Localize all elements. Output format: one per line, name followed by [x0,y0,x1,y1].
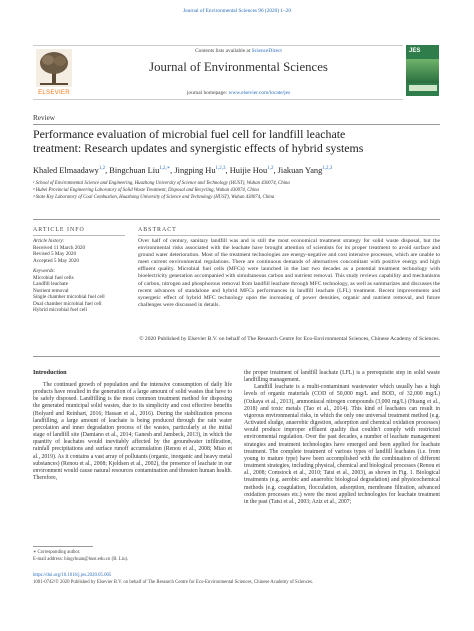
issn-line: 1001-0742/© 2020 Published by Elsevier B.V. on behalf of The Research Centre for Eco-Environmental Sciences, Chinese Academy of Sciences. [33,580,314,585]
author-affil-sup[interactable]: 1,2 [267,166,274,171]
sciencedirect-link[interactable]: ScienceDirect [251,48,282,54]
contents-prefix: Contents lists available at [195,48,252,54]
abstract-text: Over half of century, sanitary landfill was and is still the most economical treatment strategy for solid waste disposal, but the environmental risks associated with the leachate have brought attention of scientists for its proper treatment to avoid surface and ground water deterioration. Most of the treatment technologies are energy-negative and cost intensive processes, which are unable to meet current environmental regulations. There are continuous demands of alternatives concomitant with positive energy and high effluent quality. Microbial fuel cells (MFCs) were launched in the last two decades as a potential treatment technology with bioelectricity generation accompanied with simultaneous carbon and nutrient removal. This study reviews capability and mechanisms of carbon, nitrogen and phosphorous removal from landfill leachate through MFC technology, as well as summarizes and discusses the recent advances of standalone and hybrid MFCs performances in landfill leachate (LFL) treatment. Recent improvements and synergetic effect of hybrid MFC technology upon the increasing of power densities, organic and nutrient removal, and future challenges were discussed in details. [138,238,440,308]
keyword: Nutrient removal [33,287,69,294]
divider [138,235,440,236]
affiliation: ² Hubei Provincial Engineering Laboratory of Solid Waste Treatment, Disposal and Recycling, Wuhan 430074, China [33,188,259,193]
history-revised: Revised 5 May 2020 [33,251,77,257]
homepage-link[interactable]: www.elsevier.com/locate/jes [228,90,291,96]
body-paragraph: the proper treatment of landfill leachate (LFL) is a prerequisite step in solid waste landfilling management. [244,370,440,384]
doi-link[interactable]: https://doi.org/10.1016/j.jes.2020.05.005 [33,573,112,578]
corresponding-author-note: ∗ Corresponding author. [33,550,81,555]
keyword: Single chamber microbial fuel cell [33,294,105,300]
homepage-prefix: journal homepage: [186,90,229,96]
author-name[interactable]: Huijie Hou [229,165,268,175]
body-paragraph: The continued growth of population and the intensive consumption of daily life products have resulted in the generation of a large amount of solid wastes that have to be safely disposed. Landfilling is the most common treatment method for disposing the generated municipal solid wastes, due to its simplicity and cost effective benefits (Bolyard and Reinhart, 2016; Hassan et al., 2016). During the stabilization process landfilling, a large amount of leachate is being produced through the rain water percolation and inner degradation process of the wastes, particularly at the initial stage of landfill site (Damiano et al., 2014; Ganesh and Jambeck, 2013), in which the quantity of leachates would inevitably affected by the groundwater infiltration, rainfall precipitations and surface runoff accumulation (Renou et al., 2008; Miao et al., 2019). As it contains a vast array of pollutants (organic, inorganic and heavy metal substances) (Renou et al., 2008; Kjeldsen et al., 2002), the presence of leachate in our environment would cause natural resources contamination and threaten human health. Therefore, [33,382,232,482]
author-name[interactable]: Jingping Hu [174,165,216,175]
author-affil-sup[interactable]: 1,2,∗ [159,166,171,171]
affiliation: ¹ School of Environmental Science and Engineering, Huazhong University of Science and Technology (HUST), Wuhan 430074, China [33,181,290,186]
author-list: Khaled Elmaadawy$^{1,2}$, Bingchuan Liu$^{1,2,∗}$, Jingping Hu$^{1,2,3}$, Huijie Hou$^{1,2}$, Jiakuan Yang$^{1,2,3}$ [33,165,333,175]
history-label: Article history: [33,238,65,244]
keyword: Dual chamber microbial fuel cell [33,300,102,307]
history-received: Received 11 March 2020 [33,244,86,251]
article-type: Review [33,114,55,122]
elsevier-tree-icon [36,49,72,87]
journal-title: Journal of Environmental Sciences [149,60,328,74]
divider [33,235,125,236]
affiliation: ³ State Key Laboratory of Coal Combustion, Huazhong University of Science and Technology (HUST), Wuhan 430074, China [33,195,275,200]
publisher-wordmark: ELSEVIER [38,89,70,96]
cover-strip [409,85,437,91]
elsevier-logo[interactable] [34,45,74,100]
author-name[interactable]: Khaled Elmaadawy [33,165,99,175]
divider [33,219,440,220]
cover-image [406,59,439,83]
cover-label: JES [409,48,421,54]
author-name[interactable]: Jiakuan Yang [277,165,323,175]
title-line-1: Performance evaluation of microbial fuel cell for landfill leachate [33,127,346,141]
body-paragraph: Landfill leachate is a multi-contaminant wastewater which usually has a high levels of organic materials (COD of 50,000 mg/L and BOD₅ of 32,000 mg/L) (Ozkaya et al., 2013), ammoniacal nitrogen compounds (3,000 mg/L) (Huang et al., 2018) and toxic metals (Tao et al., 2014). This kind of leachates can result in vigorous environmental risks, in which the only one universal treatment method (e.g. Activated sludge, anaerobic digestion, adsorption and chemical oxidation processes) would produce improper effluent quality that couldn't comply with restricted environmental regulation. Over the past decades, a number of leachate management strategies and treatment technologies have emerged and been applied for leachate treatment. The complete treatment of various types of landfill leachates (i.e. from young to mature type) have been accomplished with the combination of different treatment strategies, including physical, chemical and biological processes (Renou et al., 2008; Comstock et al., 2010; Tatsi et al., 2003), as shown in Fig. 1. Biological treatments (e.g. aerobic and anaerobic biological degradation) and physicochemical methods (e.g. coagulation, flocculation, adsorption, membrane filtration, advanced oxidation processes etc.) were the most applied technologies for leachate treatment in the past (Tatsi et al., 2003; Aziz et al., 2007; [244,384,440,505]
keyword: Microbial fuel cells [33,274,74,281]
contents-line [74,48,403,54]
abstract-heading: ABSTRACT [138,227,177,233]
running-head[interactable]: Journal of Environmental Sciences 96 (2020) 1–20 [183,8,291,14]
email-note[interactable]: E-mail address: bingchuan@hust.edu.cn (B. Liu). [33,557,129,562]
divider [33,124,440,125]
keyword: Hybrid microbial fuel cell [33,307,88,313]
author-name[interactable]: Bingchuan Liu [109,165,160,175]
journal-homepage [74,90,403,96]
title-line-2: treatment: Research updates and synergistic effects of hybrid systems [33,140,364,155]
abstract-copyright: © 2020 Published by Elsevier B.V. on behalf of The Research Centre for Eco-Environmental Sciences, Chinese Academy of Sciences. [139,336,440,342]
author-affil-sup[interactable]: 1,2 [98,166,106,171]
article-info-heading: ARTICLE INFO [33,227,85,233]
divider [33,356,440,357]
journal-cover-thumbnail[interactable] [406,45,439,96]
keyword: Landfill leachate [33,281,68,287]
body-right-column [244,370,440,506]
body-left-column [33,382,232,482]
footnote-divider [33,546,93,547]
author-affil-sup[interactable]: 1,2,3 [322,166,333,171]
history-accepted: Accepted 5 May 2020 [33,257,79,264]
introduction-heading: Introduction [33,369,67,376]
keywords-label: Keywords: [33,268,56,274]
author-affil-sup[interactable]: 1,2,3 [215,166,226,171]
article-title [33,128,443,155]
